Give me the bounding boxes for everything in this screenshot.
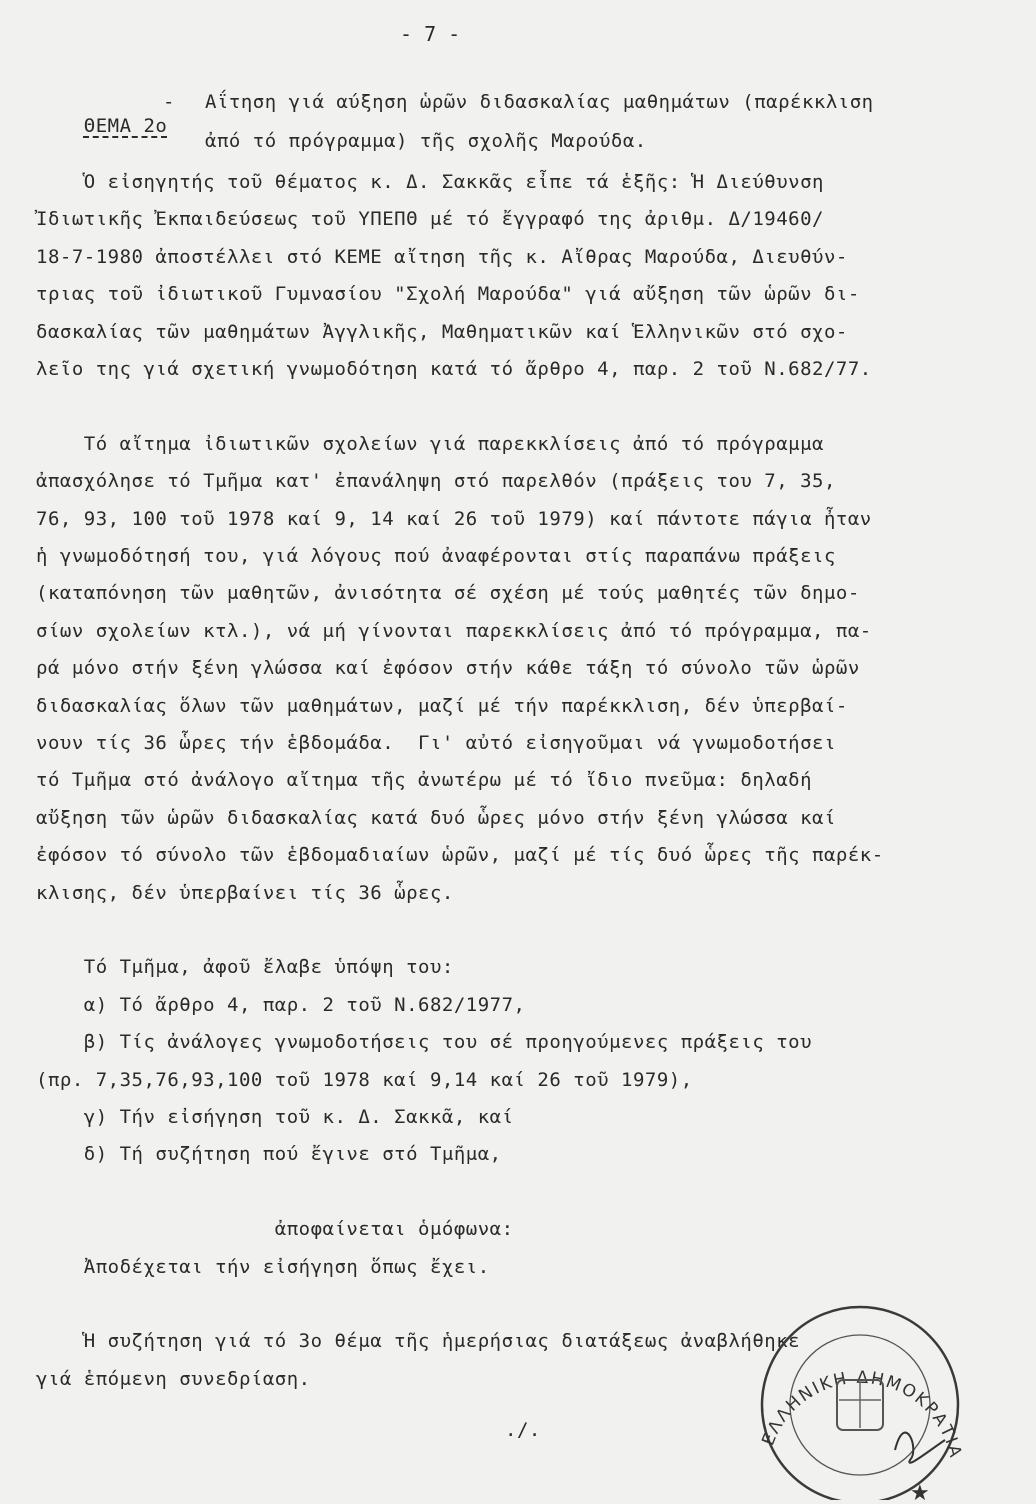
body-line: ἀποφαίνεται ὁμόφωνα: [36,1218,514,1240]
official-seal [745,1300,975,1500]
page-number: - 7 - [400,22,461,46]
body-line: γιά ἑπόμενη συνεδρίαση. [36,1368,311,1390]
body-line: Ἡ συζήτηση γιά τό 3ο θέμα τῆς ἡμερήσιας διατάξεως ἀναβλήθηκε [36,1330,801,1352]
body-line: αὔξηση τῶν ὡρῶν διδασκαλίας κατά δυό ὧρες μόνο στήν ξένη γλώσσα καί [36,807,836,829]
body-line: ρά μόνο στήν ξένη γλώσσα καί ἐφόσον στήν κάθε τάξη τό σύνολο τῶν ὡρῶν [36,657,860,679]
body-line: δ) Τή συζήτηση πού ἔγινε στό Τμῆμα, [36,1143,502,1165]
body-line: κλισης, δέν ὑπερβαίνει τίς 36 ὧρες. [36,882,454,904]
svg-text:★: ★ [910,1481,930,1500]
topic-header [36,90,167,162]
body-line: ἡ γνωμοδότησή του, γιά λόγους πού ἀναφέρονται στίς παραπάνω πράξεις [36,545,836,567]
body-line: (καταπόνηση τῶν μαθητῶν, ἀνισότητα σέ σχέση μέ τούς μαθητές τῶν δημο- [36,582,860,604]
body-line: Ἀποδέχεται τήν εἰσήγηση ὅπως ἔχει. [36,1256,490,1278]
body-line: ἐφόσον τό σύνολο τῶν ἑβδομαδιαίων ὡρῶν, μαζί μέ τίς δυό ὧρες τῆς παρέκ- [36,844,884,866]
body-line: τριας τοῦ ἰδιωτικοῦ Γυμνασίου "Σχολή Μαρούδα" γιά αὔξηση τῶν ὡρῶν δι- [36,283,860,305]
body-line: Ἰδιωτικῆς Ἐκπαιδεύσεως τοῦ ΥΠΕΠΘ μέ τό ἔγγραφό της ἀριθμ. Δ/19460/ [36,208,824,230]
body-line: Ὁ εἰσηγητής τοῦ θέματος κ. Δ. Σακκᾶς εἶπε τά ἑξῆς: Ἡ Διεύθυνση [36,171,824,193]
topic-dash: - [163,91,175,113]
body-line: νουν τίς 36 ὧρες τήν ἑβδομάδα. Γι' αὐτό εἰσηγοῦμαι νά γνωμοδοτήσει [36,732,836,754]
body-line: λεῖο της γιά σχετική γνωμοδότηση κατά τό ἄρθρο 4, παρ. 2 τοῦ Ν.682/77. [36,358,872,380]
body-line: 18-7-1980 ἀποστέλλει στό ΚΕΜΕ αἴτηση τῆς κ. Αἴθρας Μαρούδα, Διευθύν- [36,246,848,268]
body-line: 76, 93, 100 τοῦ 1978 καί 9, 14 καί 26 τοῦ 1979) καί πάντοτε πάγια ἦταν [36,508,872,530]
body-line: δασκαλίας τῶν μαθημάτων Ἀγγλικῆς, Μαθηματικῶν καί Ἑλληνικῶν στό σχο- [36,321,848,343]
body-line: τό Τμῆμα στό ἀνάλογο αἴτημα τῆς ἀνωτέρω μέ τό ἴδιο πνεῦμα: δηλαδή [36,769,813,791]
body-line: ἀπασχόλησε τό Τμῆμα κατ' ἐπανάληψη στό παρελθόν (πράξεις του 7, 35, [36,470,836,492]
end-mark: ./. [505,1419,541,1441]
body-line: (πρ. 7,35,76,93,100 τοῦ 1978 καί 9,14 καί 26 τοῦ 1979), [36,1069,693,1091]
topic-label: ΘΕΜΑ 2ο [83,115,168,137]
body-line: Τό Τμῆμα, ἀφοῦ ἔλαβε ὑπόψη του: [36,956,454,978]
body-line: γ) Τήν εἰσήγηση τοῦ κ. Δ. Σακκᾶ, καί [36,1106,514,1128]
seal-ring-text: ΕΛΛΗΝΙΚΗ ΔΗΜΟΚΡΑΤΙΑ [758,1367,966,1462]
body-line: β) Τίς ἀνάλογες γνωμοδοτήσεις του σέ προηγούμενες πράξεις του [36,1031,813,1053]
body-line: διδασκαλίας ὅλων τῶν μαθημάτων, μαζί μέ τήν παρέκκλιση, δέν ὑπερβαί- [36,695,848,717]
body-line: Τό αἴτημα ἰδιωτικῶν σχολείων γιά παρεκκλίσεις ἀπό τό πρόγραμμα [36,433,824,455]
body-line: α) Τό ἄρθρο 4, παρ. 2 τοῦ Ν.682/1977, [36,994,526,1016]
topic-title-line1: Αΐτηση γιά αύξηση ὡρῶν διδασκαλίας μαθημάτων (παρέκκλιση [205,91,874,113]
body-line: σίων σχολείων κτλ.), νά μή γίνονται παρεκκλίσεις ἀπό τό πρόγραμμα, πα- [36,620,872,642]
topic-title-line2: ἀπό τό πρόγραμμα) τῆς σχολῆς Μαρούδα. [205,130,647,152]
